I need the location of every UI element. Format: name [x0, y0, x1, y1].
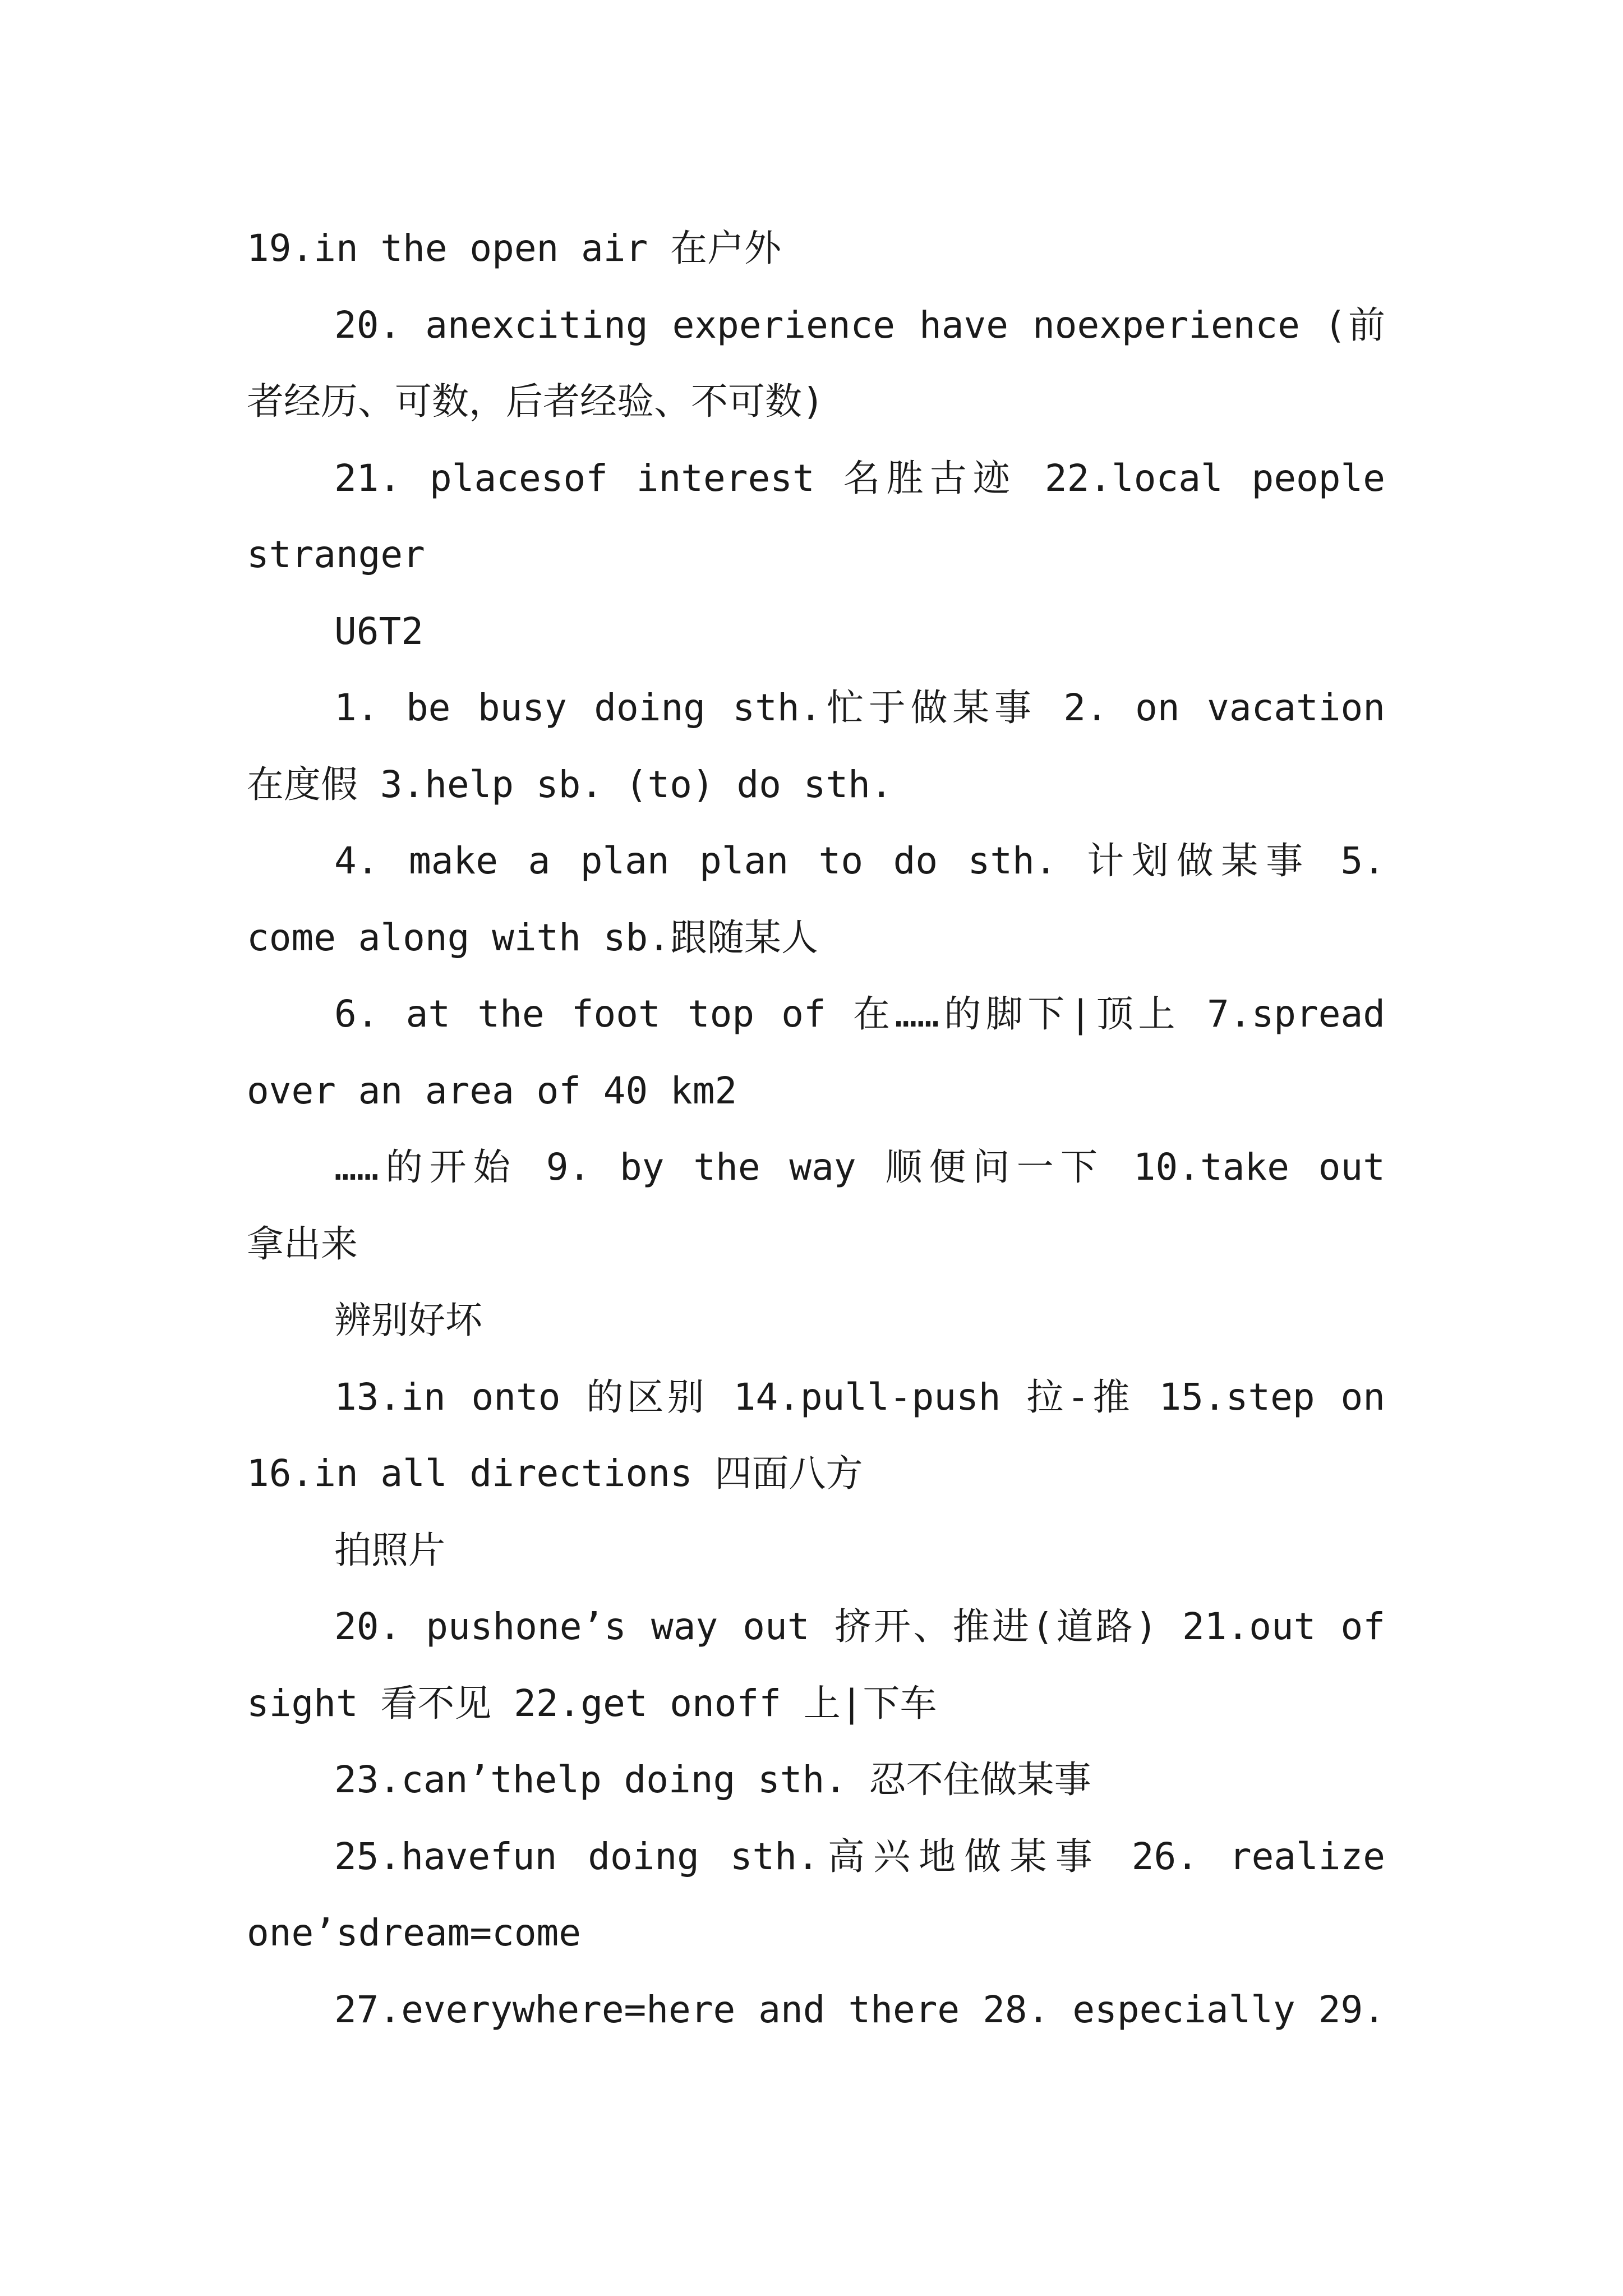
text-line: 在度假 3.help sb. (to) do sth. [247, 762, 893, 806]
text-line: 者经历、可数，后者经验、不可数) [247, 380, 824, 423]
text-line: ……的开始 9. by the way 顺便问一下 10.take out [334, 1145, 1385, 1189]
text-line: one’sdream=come [247, 1911, 582, 1954]
text-line: 19.in the open air 在户外 [247, 227, 781, 270]
text-line: 25.havefun doing sth.高兴地做某事 26. realize [334, 1834, 1385, 1878]
text-line: 拍照片 [334, 1528, 445, 1572]
text-line: 拿出来 [247, 1222, 358, 1266]
text-line: 辨别好坏 [334, 1299, 482, 1342]
document-body [247, 210, 1385, 2048]
text-line: 16.in all directions 四面八方 [247, 1452, 863, 1495]
text-line: 6. at the foot top of 在……的脚下|顶上 7.spread [334, 992, 1385, 1036]
text-line: come along with sb.跟随某人 [247, 915, 818, 959]
text-line: 23.can’thelp doing sth. 忍不住做某事 [334, 1758, 1091, 1801]
text-line: 20. anexciting experience have noexperience (前 [334, 303, 1385, 347]
text-line: 1. be busy doing sth.忙于做某事 2. on vacation [334, 686, 1385, 729]
section-heading: U6T2 [334, 609, 423, 653]
text-line: over an area of 40 km2 [247, 1069, 737, 1112]
text-line: 4. make a plan plan to do sth. 计划做某事 5. [334, 839, 1385, 882]
text-line: stranger [247, 533, 425, 576]
text-line: 13.in onto 的区别 14.pull-push 拉-推 15.step on [334, 1375, 1385, 1419]
text-line: sight 看不见 22.get onoff 上|下车 [247, 1681, 937, 1725]
text-line: 27.everywhere=here and there 28. especially 29. [334, 1987, 1385, 2031]
text-line: 20. pushone’s way out 挤开、推进(道路) 21.out of [334, 1605, 1385, 1648]
text-line: 21. placesof interest 名胜古迹 22.local people [334, 456, 1385, 500]
